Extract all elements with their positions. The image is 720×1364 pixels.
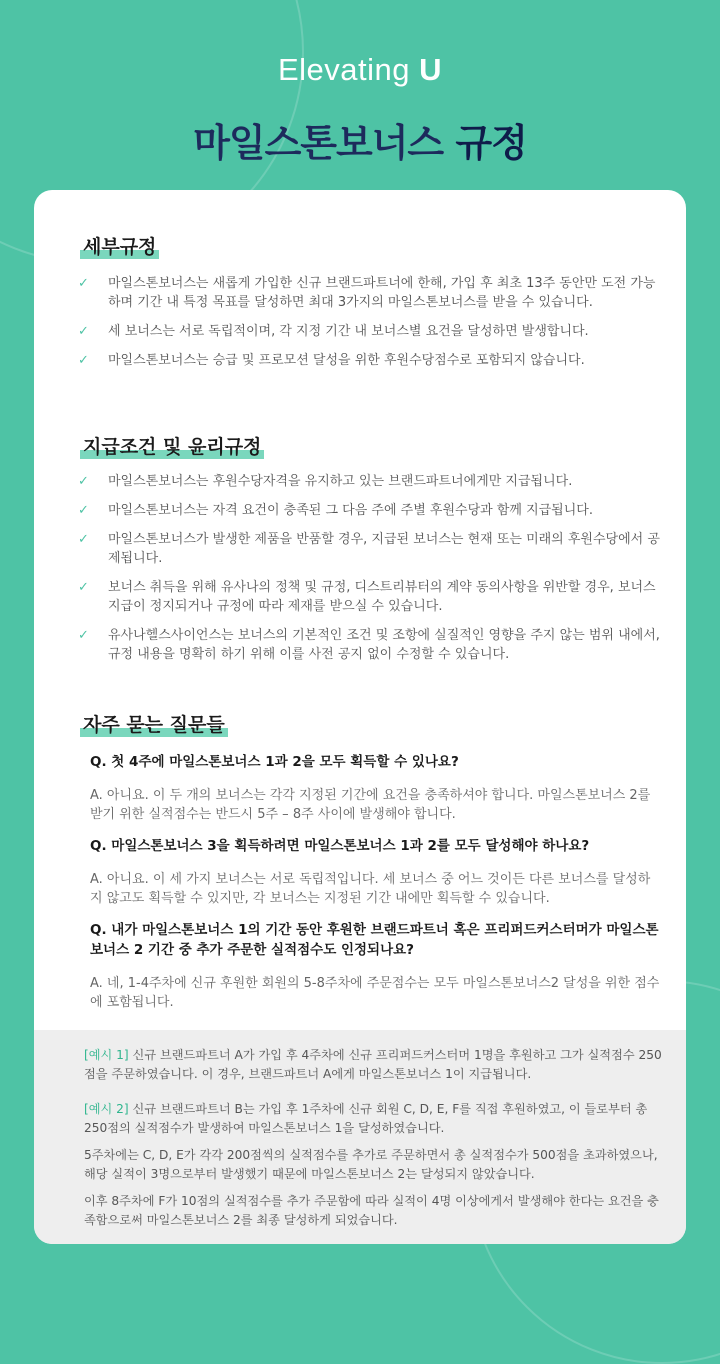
faq-question: Q. 첫 4주에 마일스톤보너스 1과 2을 모두 획득할 수 있나요? [90,754,459,770]
list-item: ✓ 마일스톤보너스가 발생한 제품을 반품할 경우, 지급된 보너스는 현재 또는 미래의 후원수당에서 공제됩니다. [78,532,660,566]
check-icon: ✓ [78,353,89,368]
list-item: ✓ 마일스톤보너스는 자격 요건이 충족된 그 다음 주에 주별 후원수당과 함께 지급됩니다. [78,503,593,518]
list-item: ✓ 보너스 취득을 위해 유사나의 정책 및 규정, 디스트리뷰터의 계약 동의사항을 위반할 경우, 보너스 지급이 정지되거나 규정에 따라 제재를 받으실 수 있습니다. [78,580,656,614]
payment-list [78,472,668,674]
example-4: 이후 8주차에 F가 10점의 실적점수를 추가 주문함에 따라 실적이 4명 이상에게서 발생해야 한다는 요건을 충족함으로써 마일스톤보너스 2를 최종 달성하게 되었습니다. [84,1194,659,1227]
example-3: 5주차에는 C, D, E가 각각 200점씩의 실적점수를 추가로 주문하면서 총 실적점수가 500점을 초과하였으나, 해당 실적이 3명으로부터 발생했기 때문에 마일스톤보너스 2는 달성되지 않았습니다. [84,1148,658,1181]
section-title-details: 세부규정 [80,232,159,259]
example-1: [예시 1] 신규 브랜드파트너 A가 가입 후 4주차에 신규 프리퍼드커스터머 1명을 후원하고 그가 실적점수 250점을 주문하였습니다. 이 경우, 브랜드파트너 A에게 마일스톤보너스 1이 지급됩니다. [84,1048,662,1081]
page-title [0,112,720,167]
check-icon: ✓ [78,474,89,489]
list-item: ✓ 마일스톤보너스는 승급 및 프로모션 달성을 위한 후원수당점수로 포함되지 않습니다. [78,353,585,368]
faq-answer: A. 아니요. 이 두 개의 보너스는 각각 지정된 기간에 요건을 충족하셔야 합니다. 마일스톤보너스 2를 받기 위한 실적점수는 반드시 5주 – 8주 사이에 발생해야 합니다. [90,788,651,822]
check-icon: ✓ [78,628,89,643]
faq-answer: A. 네, 1-4주차에 신규 후원한 회원의 5-8주차에 주문점수는 모두 마일스톤보너스2 달성을 위한 점수에 포함됩니다. [90,976,660,1010]
examples-box [34,1030,686,1244]
title-main: 마일스톤보너스 [193,121,444,165]
check-icon: ✓ [78,580,89,595]
check-icon: ✓ [78,503,89,518]
check-icon: ✓ [78,532,89,547]
title-accent: 규정 [455,121,527,165]
faq-question: Q. 내가 마일스톤보너스 1의 기간 동안 후원한 브랜드파트너 혹은 프리퍼드커스터머가 마일스톤보너스 2 기간 중 추가 주문한 실적점수도 인정되나요? [90,922,659,958]
details-list [78,274,668,380]
content-card [34,190,686,1244]
faq-answer: A. 아니요. 이 세 가지 보너스는 서로 독립적입니다. 세 보너스 중 어느 것이든 다른 보너스를 달성하지 않고도 획득할 수 있지만, 각 보너스는 지정된 기간 내에만 획득할 수 있습니다. [90,872,651,906]
example-2: [예시 2] 신규 브랜드파트너 B는 가입 후 1주차에 신규 회원 C, D, E, F를 직접 후원하였고, 이 들로부터 총 250점의 실적점수가 발생하여 마일스톤보너스 1을 달성하였습니다. [84,1102,648,1135]
logo-mark: U [419,52,443,87]
faq-list [90,752,660,1024]
check-icon: ✓ [78,324,89,339]
section-title-faq: 자주 묻는 질문들 [80,710,228,737]
section-title-payment: 지급조건 및 윤리규정 [80,432,264,459]
list-item: ✓ 유사나헬스사이언스는 보너스의 기본적인 조건 및 조항에 실질적인 영향을 주지 않는 범위 내에서, 규정 내용을 명확히 하기 위해 이를 사전 공지 없이 수정할 수 있습니다. [78,628,660,662]
brand-logo [0,52,720,88]
list-item: ✓ 마일스톤보너스는 후원수당자격을 유지하고 있는 브랜드파트너에게만 지급됩니다. [78,474,573,489]
logo-text: Elevating [277,52,410,87]
check-icon: ✓ [78,276,89,291]
faq-question: Q. 마일스톤보너스 3을 획득하려면 마일스톤보너스 1과 2를 모두 달성해야 하나요? [90,838,590,854]
list-item: ✓ 마일스톤보너스는 새롭게 가입한 신규 브랜드파트너에 한해, 가입 후 최초 13주 동안만 도전 가능하며 기간 내 특정 목표를 달성하면 최대 3가지의 마일스톤보너스를 받을 수 있습니다. [78,276,656,310]
list-item: ✓ 세 보너스는 서로 독립적이며, 각 지정 기간 내 보너스별 요건을 달성하면 발생합니다. [78,324,589,339]
